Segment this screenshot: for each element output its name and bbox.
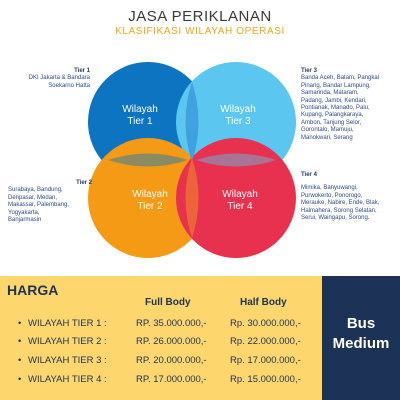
tier4-heading: Tier 4 <box>301 172 317 178</box>
tier3-line: Manokwari, Serang <box>301 134 353 141</box>
tier1-circle-label-2: Tier 1 <box>127 116 153 127</box>
tier2-line: Surabaya, Bandung, <box>8 187 63 194</box>
half-body-column-header: Half Body <box>240 297 287 308</box>
full-body-price: RP. 20.000.000,- <box>136 355 207 366</box>
tier3-line: Kupang, Palangkaraya, <box>301 112 364 119</box>
full-body-column-header: Full Body <box>145 297 191 308</box>
tier2-description <box>8 180 92 224</box>
price-row <box>0 318 322 332</box>
tier3-line: Padang, Jambi, Kendari, <box>301 97 367 104</box>
tier2-line: Makassar, Palembang, <box>8 202 70 209</box>
tier4-line: Purwokerto, Ponorogo, <box>301 192 363 199</box>
tier3-line: Pontianak, Manado, Palu, <box>301 105 370 112</box>
bullet: • <box>18 318 22 329</box>
page-title: JASA PERIKLANAN <box>128 8 272 25</box>
bullet: • <box>18 336 22 347</box>
tier4-line: Mimika, Banyuwangi, <box>301 185 358 192</box>
tier3-line: Gorontalo, Mamuju, <box>301 127 354 134</box>
tier1-line: Soekarno Hatta <box>48 82 90 89</box>
row-label: WILAYAH TIER 4 : <box>28 374 107 385</box>
product-line-1: Bus <box>346 315 376 332</box>
product-line-2: Medium <box>332 335 390 352</box>
price-row <box>0 336 322 350</box>
half-body-price: Rp. 22.000.000,- <box>230 336 301 347</box>
half-body-price: Rp. 30.000.000,- <box>230 318 301 329</box>
tier3-line: Ambon, Tanjung Selor, <box>301 119 362 126</box>
tier4-description <box>301 172 397 222</box>
tier2-line: Banjarmasin <box>8 217 42 224</box>
tier3-line: Pinang, Bandar Lampung, <box>301 82 371 89</box>
row-label: WILAYAH TIER 1 : <box>28 318 107 329</box>
tier4-line: Serui, Waingapu, Sorong. <box>301 215 370 222</box>
tier4-line: Merauke, Nabire, Ende, Blak, <box>301 200 380 207</box>
full-body-price: RP. 26.000.000,- <box>136 336 207 347</box>
tier1-line: DKI Jakarta & Bandara <box>28 75 90 82</box>
tier3-line: Samarinda, Mataram, <box>301 90 359 97</box>
tier2-circle-label-2: Tier 2 <box>137 201 163 212</box>
tier3-circle-label-1: Wilayah <box>220 104 256 115</box>
bullet: • <box>18 374 22 385</box>
row-label: WILAYAH TIER 2 : <box>28 336 107 347</box>
product-badge <box>322 276 400 400</box>
tier3-line: Banda Aceh, Batam, Pangkal <box>301 75 380 82</box>
tier4-line: Halmahera, Sorong Selatan, <box>301 207 377 214</box>
price-row <box>0 355 322 369</box>
half-body-price: Rp. 15.000.000,- <box>230 374 301 385</box>
half-body-price: Rp. 17.000.000,- <box>230 355 301 366</box>
tier2-line: Yogyakarta, <box>8 209 40 216</box>
price-row <box>0 374 322 388</box>
tier2-circle-label-1: Wilayah <box>132 189 168 200</box>
full-body-price: RP. 17.000.000,- <box>136 374 207 385</box>
tier1-description <box>8 68 90 90</box>
tier4-circle-label-2: Tier 4 <box>227 201 253 212</box>
tier2-line: Denpasar, Medan, <box>8 194 58 201</box>
product-name <box>322 314 400 354</box>
tier4-circle-label-1: Wilayah <box>222 189 258 200</box>
tier3-circle-label-2: Tier 3 <box>225 116 251 127</box>
tier1-circle-label-1: Wilayah <box>122 104 158 115</box>
page-subtitle: KLASIFIKASI WILAYAH OPERASI <box>115 26 285 37</box>
tier3-description <box>301 68 397 142</box>
full-body-price: RP. 35.000.000,- <box>136 318 207 329</box>
tier1-heading: Tier 1 <box>74 68 90 74</box>
tier3-heading: Tier 3 <box>301 68 317 74</box>
tier2-heading: Tier 2 <box>76 180 92 186</box>
pricing-heading: HARGA <box>7 282 59 298</box>
row-label: WILAYAH TIER 3 : <box>28 355 107 366</box>
bullet: • <box>18 355 22 366</box>
